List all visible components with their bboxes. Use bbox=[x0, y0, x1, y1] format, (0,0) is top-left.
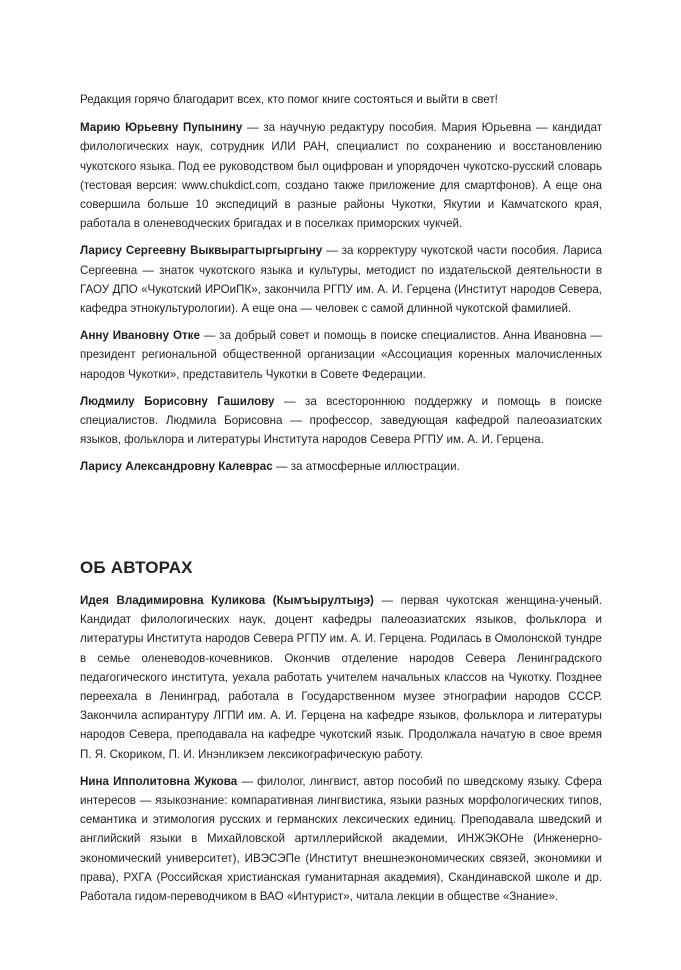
author-name: Идея Владимировна Куликова (Кымъырултыӈэ) bbox=[80, 594, 374, 607]
author-entry bbox=[80, 591, 602, 764]
acknowledgement-name: Ларису Сергеевну Выквырагтыргыргыну bbox=[80, 244, 323, 258]
authors-section bbox=[80, 558, 602, 906]
author-bio: — первая чукотская женщина-ученый. Кандидат филологических наук, доцент кафедры палеоазиатских языков, фольклора и литературы Института народов Севера РГПУ им. А. И. Герцена. Родилась в Омолонской тундре в семье оленеводов-кочевников. Окончив отделение народов Севера Ленинградского педагогического института, уехала работать учителем начальных классов на Чукотку. Позднее переехала в Ленинград, работала в Государственном музее этнографии народов СССР. Закончила аспирантуру ЛГПИ им. А. И. Герцена на кафедре языков, фольклора и литературы народов Севера, преподавала на кафедре чукотский язык. Продолжала начатую в свое время П. Я. Скориком, П. И. Инэнликэем лексикографическую работу. bbox=[80, 594, 602, 761]
section-heading-about-authors: ОБ АВТОРАХ bbox=[80, 558, 193, 577]
acknowledgement-text: — за атмосферные иллюстрации. bbox=[272, 460, 460, 474]
acknowledgement-name: Людмилу Борисовну Гашилову bbox=[80, 394, 275, 408]
acknowledgement-name: Марию Юрьевну Пупынину bbox=[80, 121, 243, 135]
acknowledgements-block bbox=[80, 90, 602, 477]
acknowledgement-entry bbox=[80, 392, 602, 450]
acknowledgements-intro: Редакция горячо благодарит всех, кто помог книге состояться и выйти в свет! bbox=[80, 93, 498, 106]
acknowledgement-entry bbox=[80, 457, 602, 476]
acknowledgement-text: — за всестороннюю поддержку и помощь в поиске специалистов. Людмила Борисовна — профессор, заведующая кафедрой палеоазиатских языков, фольклора и литературы Института народов Севера РГПУ им. А. И. Герцена. bbox=[80, 394, 602, 447]
author-name: Нина Ипполитовна Жукова bbox=[80, 774, 238, 788]
acknowledgement-entry bbox=[80, 326, 602, 384]
acknowledgement-text: — за добрый совет и помощь в поиске специалистов. Анна Ивановна — президент региональной общественной организации «Ассоциация коренных малочисленных народов Чукотки», представитель Чукотки в Совете Федерации. bbox=[80, 329, 602, 381]
authors-body bbox=[80, 591, 602, 906]
acknowledgement-name: Ларису Александровну Калеврас bbox=[80, 460, 273, 474]
acknowledgement-name: Анну Ивановну Отке bbox=[80, 329, 200, 343]
acknowledgement-entry bbox=[80, 118, 602, 233]
author-bio: — филолог, лингвист, автор пособий по шведскому языку. Сфера интересов — языкознание: компаративная лингвистика, языки разных морфологических типов, семантика и этимология русских и германских лексических единиц. Преподавала шведский и английский языки в Михайловской артиллерийской академии, ИНЖЭКОНе (Инженерно-экономический университет), ИВЭСЭПе (Институт внешнеэкономических связей, экономики и права), РХГА (Российская христианская гуманитарная академия), Скандинавской школе и др. Работала гидом-переводчиком в ВАО «Интурист», читала лекции в обществе «Знание». bbox=[80, 774, 602, 904]
acknowledgement-text: — за корректуру чукотской части пособия. Лариса Сергеевна — знаток чукотского языка и культуры, методист по издательской деятельности в ГАОУ ДПО «Чукотский ИРОиПК», закончила РГПУ им. А. И. Герцена (Институт народов Севера, кафедра этнокультурологии). А еще она — человек с самой длинной чукотской фамилией. bbox=[80, 244, 602, 316]
acknowledgement-text: — за научную редактуру пособия. Мария Юрьевна — кандидат филологических наук, сотрудник ИЛИ РАН, специалист по сохранению и восстановлению чукотского языка. Под ее руководством был оцифрован и упорядочен чукотско-русский словарь (тестовая версия: www.chukdict.com, создано также приложение для смартфонов). А еще она совершила больше 10 экспедиций в разные районы Чукотки, Якутии и Камчатского края, работала в оленеводческих бригадах и в поселках приморских чукчей. bbox=[80, 121, 603, 231]
author-entry bbox=[80, 772, 602, 906]
acknowledgement-entry bbox=[80, 241, 602, 318]
